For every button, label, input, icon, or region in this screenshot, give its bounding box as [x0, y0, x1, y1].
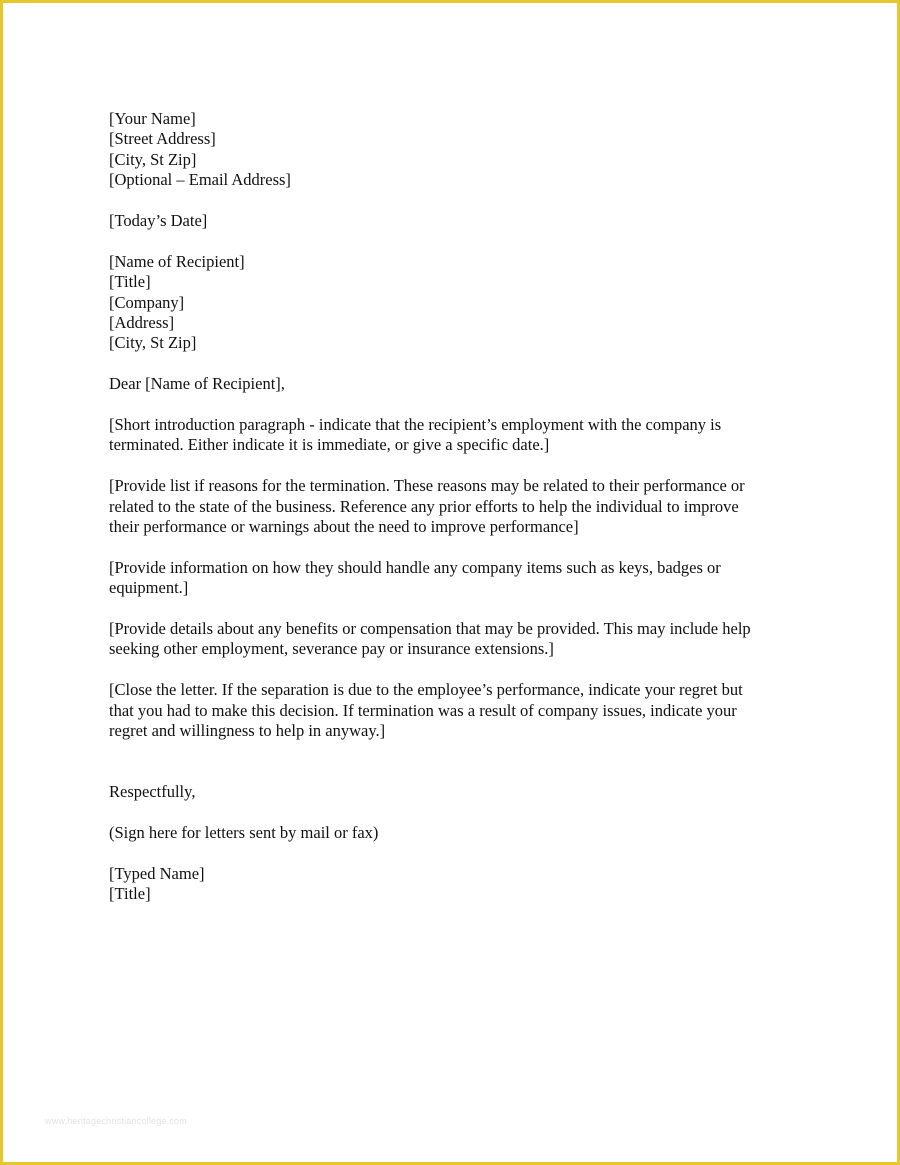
closing: Respectfully, [109, 782, 196, 802]
signer-typed-name: [Typed Name] [109, 863, 205, 883]
paragraph-reasons: [Provide list if reasons for the termination. These reasons may be related to their performance or related to the state of the business. Reference any prior efforts to help the individual to improve their performance or warnings about the need to improve performance] [109, 476, 745, 537]
sender-email: [Optional – Email Address] [109, 170, 291, 190]
sender-address-block [109, 109, 809, 191]
signature-block [109, 823, 809, 843]
signer-title: [Title] [109, 884, 151, 904]
salutation-block [109, 374, 809, 394]
sender-street: [Street Address] [109, 129, 216, 149]
signer-block [109, 864, 809, 905]
spacer [109, 762, 809, 782]
recipient-name: [Name of Recipient] [109, 251, 245, 271]
paragraph-introduction: [Short introduction paragraph - indicate that the recipient’s employment with the company is terminated. Either indicate it is immediate, or give a specific date.] [109, 415, 722, 455]
paragraph-benefits: [Provide details about any benefits or compensation that may be provided. This may include help seeking other employment, severance pay or insurance extensions.] [109, 619, 751, 659]
letter-body [109, 109, 809, 925]
letter-date: [Today’s Date] [109, 211, 208, 231]
sender-city: [City, St Zip] [109, 149, 197, 169]
sender-name: [Your Name] [109, 109, 196, 128]
date-block [109, 211, 809, 231]
signature-note: (Sign here for letters sent by mail or fax) [109, 823, 379, 843]
salutation: Dear [Name of Recipient], [109, 374, 285, 394]
watermark: www.heritagechristiancollege.com [45, 1116, 187, 1126]
recipient-address: [Address] [109, 313, 175, 333]
paragraph-company-items: [Provide information on how they should handle any company items such as keys, badges or equipment.] [109, 557, 721, 598]
paragraph-closing: [Close the letter. If the separation is due to the employee’s performance, indicate your regret but that you had to make this decision. If termination was a result of company issues, indicate your regret and willingness to help in anyway.] [109, 680, 743, 741]
closing-block [109, 782, 809, 802]
recipient-address-block [109, 252, 809, 354]
recipient-title: [Title] [109, 272, 151, 292]
recipient-city: [City, St Zip] [109, 333, 197, 353]
recipient-company: [Company] [109, 292, 185, 312]
